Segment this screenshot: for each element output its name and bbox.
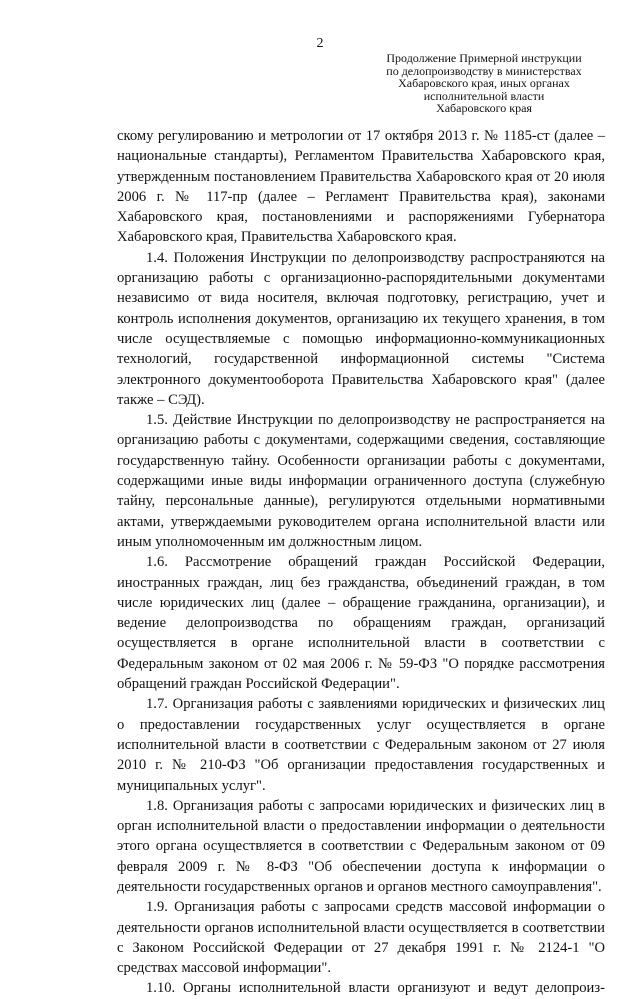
header-note-line: Продолжение Примерной инструкции [386, 51, 582, 65]
paragraph-1-5: 1.5. Действие Инструкции по делопроизводству не распространяется на организацию работы с документами, содержащими сведения, составляющие государственную тайну. Особенности организации работы с документами, содержащими иные виды информации ограниченного доступа (служебную тайну, персональные данные), регулируются отдельными нормативными актами, утверждаемыми руководителем органа исполнительной власти или иным уполномоченным им должностным лицом. [117, 412, 605, 550]
paragraph-1-4: 1.4. Положения Инструкции по делопроизводству распространяются на организацию работы с организационно-распорядительными документами независимо от вида носителя, включая подготовку, регистрацию, учет и контроль исполнения документов, организацию их текущего хранения, в том числе осуществляемые с помощью информационно-коммуникационных технологий, государственной информационной системы "Система электронного документооборота Правительства Хабаровского края" (далее также – СЭД). [117, 249, 605, 408]
paragraph-1-7: 1.7. Организация работы с заявлениями юридических и физических лиц о предоставлении государственных услуг осуществляется в органе исполнительной власти в соответствии с Федеральным законом от 27 июля 2010 г. № 210-ФЗ "Об организации предоставления государственных и муниципальных услуг". [117, 696, 605, 794]
page-number: 2 [316, 36, 324, 51]
paragraph-1-6: 1.6. Рассмотрение обращений граждан Российской Федерации, иностранных граждан, лиц без гражданства, объединений граждан, в том числе юридических лиц (далее – обращение гражданина, организации), и ведение делопроизводства по обращениям граждан, организаций осуществляется в органе исполнительной власти в соответствии с Федеральным законом от 02 мая 2006 г. № 59-ФЗ "О порядке рассмотрения обращений граждан Российской Федерации". [117, 554, 605, 693]
paragraph-1-9: 1.9. Организация работы с запросами средств массовой информации о деятельности органов исполнительной власти осуществляется в соответствии с Законом Российской Федерации от 27 декабря 1991 г. № 2124-1 "О средствах массовой информации". [117, 899, 605, 977]
header-note [364, 52, 604, 115]
paragraph-1-8: 1.8. Организация работы с запросами юридических и физических лиц в орган исполнительной власти о предоставлении информации о деятельности этого органа осуществляется в соответствии с Федеральным законом от 09 февраля 2009 г. № 8-ФЗ "Об обеспечении доступа к информации о деятельности государственных органов и органов местного самоуправления". [117, 797, 605, 895]
document-body [117, 126, 605, 999]
paragraph-1-10: 1.10. Органы исполнительной власти организуют и ведут делопроиз- [146, 980, 605, 997]
paragraph-continuation: скому регулированию и метрологии от 17 октября 2013 г. № 1185-ст (далее – национальные стандарты), Регламентом Правительства Хабаровского края, утвержденным постановлением Правительства Хабаровского края от 20 июля 2006 г. № 117-пр (далее – Регламент Правительства края), законами Хабаровского края, постановлениями и распоряжениями Губернатора Хабаровского края, Правительства Хабаровского края. [117, 128, 605, 246]
header-note-line: исполнительной власти [423, 88, 545, 103]
header-note-line: Хабаровского края [436, 101, 532, 116]
header-note-line: по делопроизводству в министерствах [386, 63, 582, 78]
header-note-line: Хабаровского края, иных органах [398, 76, 570, 91]
